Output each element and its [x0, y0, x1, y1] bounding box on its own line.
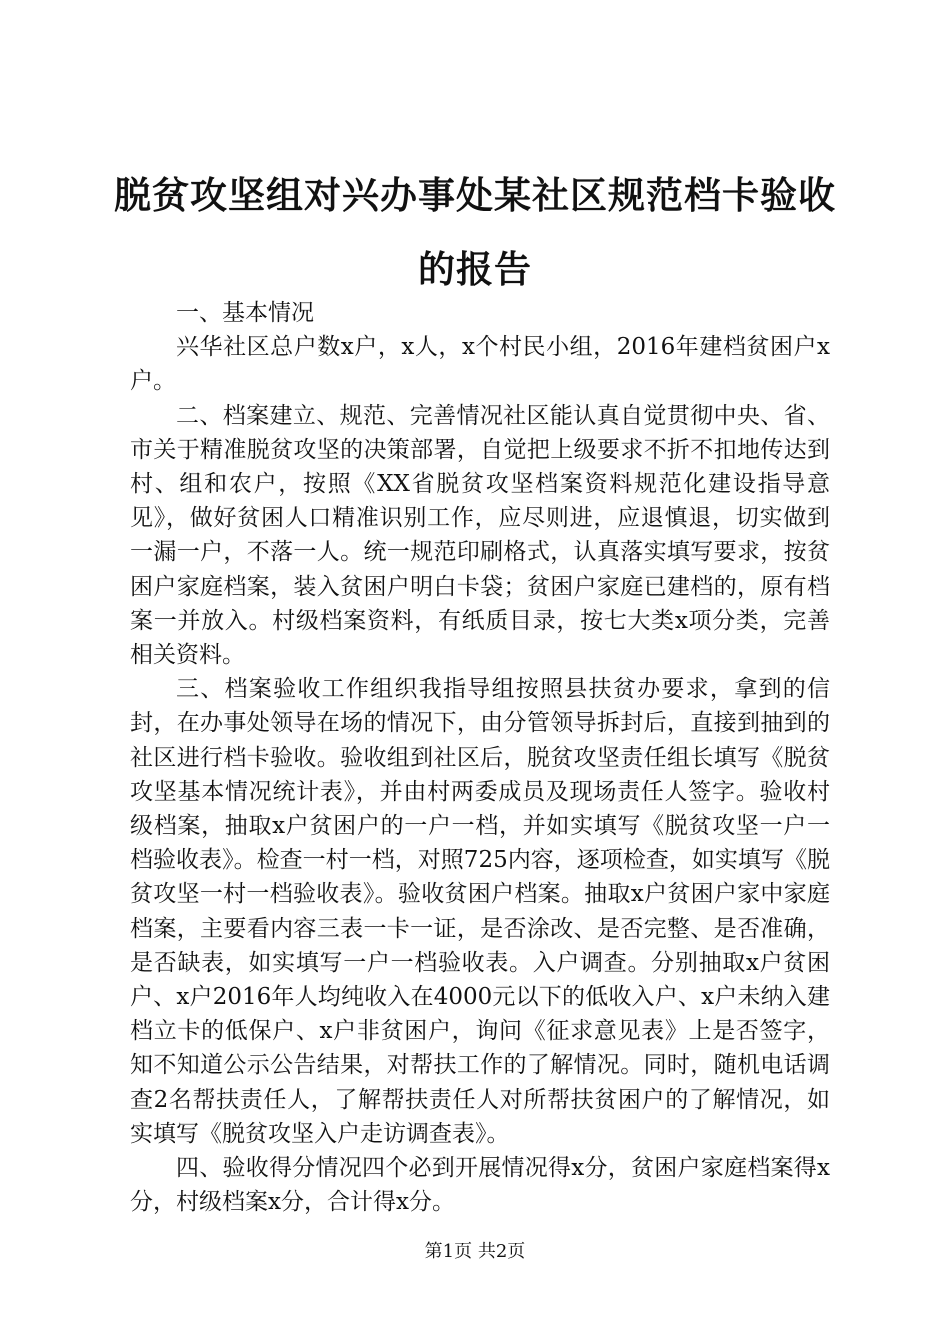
paragraph-basic-info-heading: 一、基本情况 [176, 300, 314, 326]
paragraph-inspection-organization: 三、档案验收工作组织我指导组按照县扶贫办要求，拿到的信封，在办事处领导在场的情况下，由分管领导拆封后，直接到抽到的社区进行档卡验收。验收组到社区后，脱贫攻坚责任组长填写《脱贫攻坚基本情况统计表》，并由村两委成员及现场责任人签字。验收村级档案，抽取x户贫困户的一户一档，并如实填写《脱贫攻坚一户一档验收表》。检查一村一档，对照725内容，逐项检查，如实填写《脱贫攻坚一村一档验收表》。验收贫困户档案。抽取x户贫困户家中家庭档案，主要看内容三表一卡一证，是否涂改、是否完整、是否准确，是否缺表，如实填写一户一档验收表。入户调查。分别抽取x户贫困户、x户2016年人均纯收入在4000元以下的低收入户、x户未纳入建档立卡的低保户、x户非贫困户，询问《征求意见表》上是否签字，知不知道公示公告结果，对帮扶工作的了解情况。同时，随机电话调查2名帮扶责任人，了解帮扶责任人对所帮扶贫困户的了解情况，如实填写《脱贫攻坚入户走访调查表》。 [130, 676, 830, 1147]
paragraph-basic-info: 兴华社区总户数x户，x人，x个村民小组，2016年建档贫困户x户。 [130, 334, 830, 395]
paragraph-score: 四、验收得分情况四个必到开展情况得x分，贫困户家庭档案得x分，村级档案x分，合计得x分。 [130, 1155, 830, 1216]
paragraph-archive-setup: 二、档案建立、规范、完善情况社区能认真自觉贯彻中央、省、市关于精准脱贫攻坚的决策部署，自觉把上级要求不折不扣地传达到村、组和农户，按照《XX省脱贫攻坚档案资料规范化建设指导意见》，做好贫困人口精准识别工作，应尽则进，应退慎退，切实做到一漏一户，不落一人。统一规范印刷格式，认真落实填写要求，按贫困户家庭档案，装入贫困户明白卡袋；贫困户家庭已建档的，原有档案一并放入。村级档案资料，有纸质目录，按七大类x项分类，完善相关资料。 [130, 402, 830, 669]
document-body [130, 296, 830, 1219]
page-number-footer: 第1页 共2页 [424, 1241, 526, 1262]
document-title: 脱贫攻坚组对兴办事处某社区规范档卡验收的报告 [114, 173, 836, 291]
